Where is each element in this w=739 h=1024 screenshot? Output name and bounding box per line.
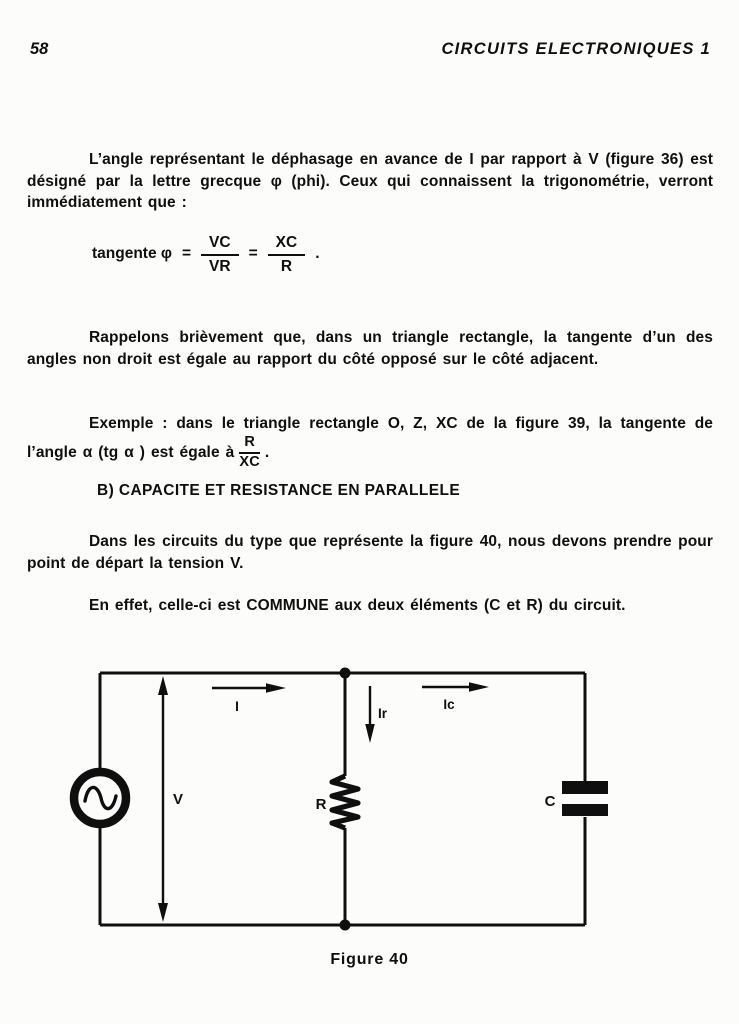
capacitor-plate-bottom	[562, 804, 608, 816]
voltage-arrow	[158, 676, 168, 922]
label-voltage: V	[173, 791, 184, 808]
fraction-numerator: XC	[268, 233, 306, 256]
fraction-r-xc	[239, 435, 260, 471]
formula-period: .	[315, 245, 320, 263]
page-header	[30, 40, 711, 59]
junction-dot-bottom	[340, 920, 351, 931]
tangent-formula	[92, 233, 320, 276]
figure-caption: Figure 40	[330, 951, 409, 968]
fraction-numerator: VC	[201, 233, 239, 256]
figure-40-circuit-diagram	[0, 650, 739, 950]
fraction-vc-vr	[201, 233, 239, 276]
paragraph-example	[27, 413, 713, 471]
label-capacitor: C	[544, 793, 556, 810]
sine-wave-icon	[85, 787, 116, 808]
current-Ic-arrow	[422, 682, 489, 692]
paragraph-tangent-reminder: Rappelons brièvement que, dans un triangle rectangle, la tangente d’un des angles non droit est égale au rapport du côté opposé sur le côté adjacent.	[27, 329, 713, 368]
paragraph-figure40-intro: Dans les circuits du type que représente la figure 40, nous devons prendre pour point de départ la tension V.	[27, 533, 713, 572]
arrowhead-up-icon	[158, 676, 168, 695]
label-capacitor-current: Ic	[443, 697, 455, 712]
label-resistor: R	[315, 796, 327, 813]
section-heading-b: B) CAPACITE ET RESISTANCE EN PARALLELE	[97, 482, 461, 499]
arrowhead-down-icon	[365, 724, 375, 743]
equals-sign: =	[181, 245, 192, 263]
junction-dot-top	[340, 668, 351, 679]
fraction-denominator: R	[280, 257, 293, 275]
label-resistor-current: Ir	[378, 706, 388, 721]
formula-lhs: tangente φ	[92, 245, 172, 263]
paragraph-common-voltage: En effet, celle-ci est COMMUNE aux deux éléments (C et R) du circuit.	[89, 597, 626, 614]
capacitor-plate-top	[562, 781, 608, 794]
arrowhead-down-icon	[158, 903, 168, 922]
running-title: CIRCUITS ELECTRONIQUES 1	[441, 40, 711, 58]
example-text: Exemple : dans le triangle rectangle O, Z, XC de la figure 39, la tangente de l’angle α (tg α ) est égale à	[27, 415, 713, 461]
example-period: .	[264, 443, 270, 461]
fraction-denominator: VR	[209, 257, 231, 275]
resistor-icon	[332, 776, 358, 828]
equals-sign: =	[248, 245, 258, 263]
fraction-numerator: R	[239, 435, 260, 454]
label-total-current: I	[235, 699, 239, 714]
paragraph-phase-angle: L’angle représentant le déphasage en avance de I par rapport à V (figure 36) est désigné par la lettre grecque φ (phi). Ceux qui connaissent la trigonométrie, verront immédiatement que :	[27, 151, 713, 212]
current-Ir-arrow	[365, 686, 375, 743]
fraction-xc-r	[268, 233, 306, 276]
fraction-denominator: XC	[239, 453, 260, 470]
arrowhead-right-icon	[469, 682, 489, 692]
current-I-arrow	[212, 683, 286, 693]
arrowhead-right-icon	[266, 683, 286, 693]
page-number: 58	[30, 40, 49, 58]
